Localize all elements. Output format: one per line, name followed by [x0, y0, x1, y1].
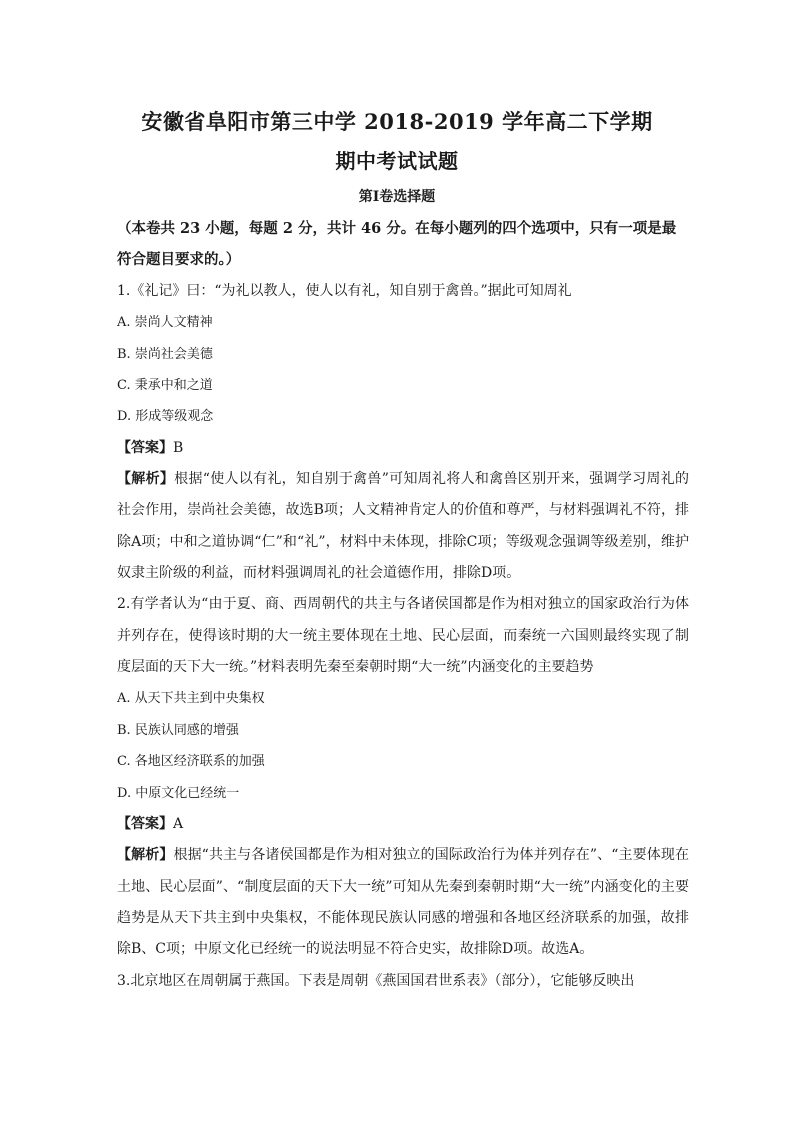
- questions-content: [117, 276, 689, 997]
- instructions: （本卷共 23 小题，每题 2 分，共计 46 分。在每小题列的四个选项中，只有一项是最符合题目要求的。）: [117, 220, 677, 268]
- option-b: B. 民族认同感的增强: [117, 722, 239, 738]
- question-stem: 1.《礼记》曰：“为礼以教人，使人以有礼，知自别于禽兽。”据此可知周礼: [117, 283, 572, 299]
- option-a: A. 崇尚人文精神: [117, 315, 213, 331]
- option-c: C. 秉承中和之道: [117, 378, 213, 394]
- analysis: [117, 840, 689, 965]
- question-stem: 2.有学者认为“由于夏、商、西周朝代的共主与各诸侯国都是作为相对独立的国家政治行为体并列存在，使得该时期的大一统主要体现在土地、民心层面，而秦统一六国则最终实现了制度层面的天下大一统。”材料表明先秦至秦朝时期“大一统”内涵变化的主要趋势: [117, 596, 689, 676]
- question-3-stem: 3.北京地区在周朝属于燕国。下表是周朝《燕国国君世系表》（部分），它能够反映出: [117, 972, 635, 989]
- answer-label: 【答案】: [117, 439, 173, 456]
- option-c: C. 各地区经济联系的加强: [117, 754, 265, 770]
- section-heading: 第Ⅰ卷选择题: [358, 189, 436, 205]
- question-2: [117, 589, 689, 965]
- document-title-line2: 期中考试试题: [335, 149, 459, 173]
- analysis-text: 根据“共主与各诸侯国都是作为相对独立的国际政治行为体并列存在”、“主要体现在土地、民心层面”、“制度层面的天下大一统”可知从先秦到秦朝时期“大一统”内涵变化的主要趋势是从天下共主到中央集权，不能体现民族认同感的增强和各地区经济联系的加强，故排除B、C项；中原文化已经统一的说法明显不符合史实，故排除D项。故选A。: [117, 847, 689, 958]
- analysis-label: 【解析】: [117, 847, 174, 864]
- answer-label: 【答案】: [117, 815, 173, 832]
- answer-value: B: [173, 439, 184, 456]
- option-d: D. 中原文化已经统一: [117, 785, 240, 801]
- question-1: [117, 276, 689, 589]
- option-b: B. 崇尚社会美德: [117, 346, 213, 362]
- option-a: A. 从天下共主到中央集权: [117, 691, 265, 707]
- answer: [117, 809, 689, 840]
- option-d: D. 形成等级观念: [117, 409, 214, 425]
- analysis-text: 根据“使人以有礼，知自别于禽兽”可知周礼将人和禽兽区别开来，强调学习周礼的社会作用，崇尚社会美德，故选B项；人文精神肯定人的价值和尊严，与材料强调礼不符，排除A项；中和之道协调“仁”和“礼”，材料中未体现，排除C项；等级观念强调等级差别，维护奴隶主阶级的利益，而材料强调周礼的社会道德作用，排除D项。: [117, 471, 690, 582]
- answer-value: A: [173, 815, 184, 832]
- analysis: [117, 464, 689, 589]
- answer: [117, 433, 689, 464]
- analysis-label: 【解析】: [117, 471, 175, 488]
- document-title-line1: 安徽省阜阳市第三中学 2018-2019 学年高二下学期: [141, 109, 653, 134]
